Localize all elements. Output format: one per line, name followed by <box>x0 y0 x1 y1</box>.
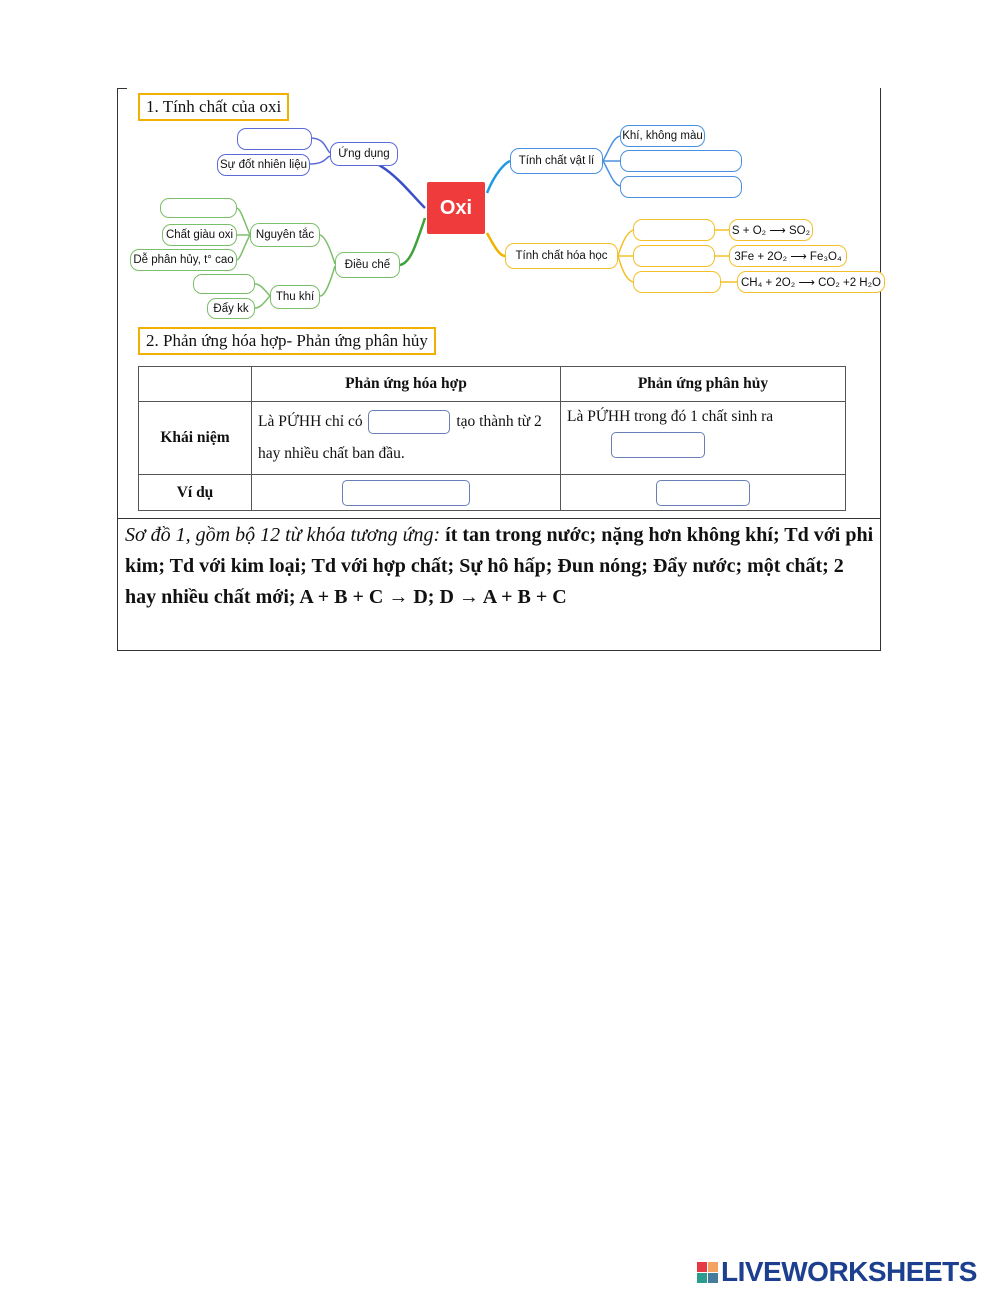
frame-divider <box>117 518 880 519</box>
thu-khi-blank[interactable] <box>193 274 255 294</box>
equation-s-o2: S + O₂ ⟶ SO₂ <box>729 219 813 241</box>
logo-text: LIVEWORKSHEETS <box>721 1256 977 1287</box>
khai-niem-hoa-hop-cell <box>252 402 561 475</box>
oxygen-mind-map <box>125 118 895 326</box>
phan-huy-blank[interactable] <box>611 432 705 458</box>
hoa-hop-text-after: tạo thành từ 2 hay nhiều chất ban đầu. <box>258 413 542 462</box>
header-phan-huy: Phản ứng phân hủy <box>561 367 846 402</box>
ung-dung-node: Ứng dụng <box>330 142 398 166</box>
liveworksheets-logo <box>697 1256 977 1288</box>
table-row <box>139 402 846 475</box>
tinh-chat-hoa-hoc-node: Tính chất hóa học <box>505 243 618 269</box>
vi-du-hoa-hop-cell <box>252 475 561 511</box>
thu-khi-node: Thu khí <box>270 285 320 309</box>
header-hoa-hop: Phản ứng hóa hợp <box>252 367 561 402</box>
logo-square <box>708 1273 718 1283</box>
frame-corner <box>117 88 127 89</box>
logo-square <box>697 1262 707 1272</box>
tinh-chat-vat-li-node: Tính chất vật lí <box>510 148 603 174</box>
chat-giau-oxi-node: Chất giàu oxi <box>162 224 237 246</box>
hoa-hoc-blank-2[interactable] <box>633 245 715 267</box>
oxi-center-node: Oxi <box>427 182 485 234</box>
nguyen-tac-blank[interactable] <box>160 198 237 218</box>
vi-du-phan-huy-blank[interactable] <box>656 480 750 506</box>
logo-mark-icon <box>697 1262 718 1283</box>
table-header-row <box>139 367 846 402</box>
vi-du-hoa-hop-blank[interactable] <box>342 480 470 506</box>
equation-ch4-o2: CH₄ + 2O₂ ⟶ CO₂ +2 H₂O <box>737 271 885 293</box>
vat-li-blank-2[interactable] <box>620 176 742 198</box>
su-dot-nhien-lieu-node: Sự đốt nhiên liệu <box>217 154 310 176</box>
day-kk-node: Đẩy kk <box>207 298 255 319</box>
table-row <box>139 475 846 511</box>
de-phan-huy-node: Dễ phân hủy, t° cao <box>130 249 237 271</box>
section2-heading: 2. Phản ứng hóa hợp- Phản ứng phân hủy <box>138 327 436 355</box>
keyword-list: ít tan trong nước; nặng hơn không khí; Td với phi kim; Td với kim loại; Td với hợp chất; Sự hô hấp; Đun nóng; Đẩy nước; một chất; 2 hay nhiều chất mới; A + B + C → D; D → A + B + C <box>125 524 874 608</box>
vi-du-phan-huy-cell <box>561 475 846 511</box>
ung-dung-blank[interactable] <box>237 128 312 150</box>
logo-square <box>708 1262 718 1272</box>
hoa-hop-blank[interactable] <box>368 410 450 434</box>
hoa-hop-text-before: Là PỨHH chỉ có <box>258 413 363 430</box>
hoa-hoc-blank-1[interactable] <box>633 219 715 241</box>
logo-square <box>697 1273 707 1283</box>
section1-heading: 1. Tính chất của oxi <box>138 93 289 121</box>
vat-li-blank-1[interactable] <box>620 150 742 172</box>
phan-huy-text: Là PỨHH trong đó 1 chất sinh ra <box>567 408 774 425</box>
nguyen-tac-node: Nguyên tắc <box>250 223 320 247</box>
keyword-lead: Sơ đồ 1, gồm bộ 12 từ khóa tương ứng: <box>125 524 441 546</box>
row-label-vi-du: Ví dụ <box>139 475 252 511</box>
khai-niem-phan-huy-cell <box>561 402 846 475</box>
table-corner-cell <box>139 367 252 402</box>
keyword-paragraph <box>125 520 877 613</box>
equation-fe-o2: 3Fe + 2O₂ ⟶ Fe₃O₄ <box>729 245 847 267</box>
reaction-table <box>138 366 846 511</box>
dieu-che-node: Điều chế <box>335 252 400 278</box>
khi-khong-mau-node: Khí, không màu <box>620 125 705 147</box>
row-label-khai-niem: Khái niệm <box>139 402 252 475</box>
hoa-hoc-blank-3[interactable] <box>633 271 721 293</box>
